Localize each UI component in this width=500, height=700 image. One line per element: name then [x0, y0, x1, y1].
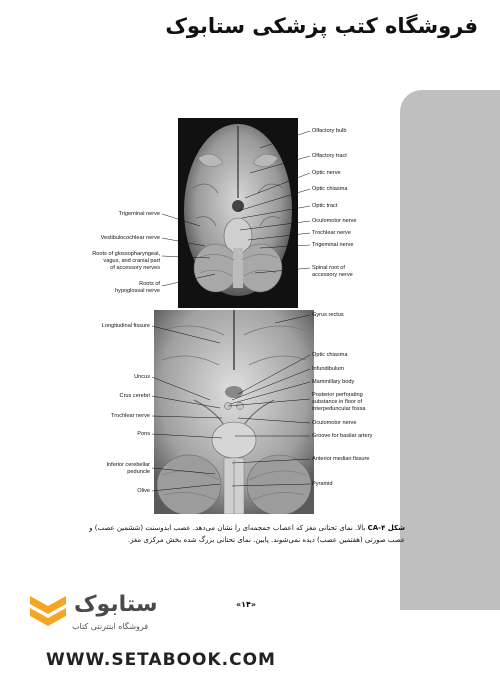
label-accessory-nerves: of accessory nerves [110, 265, 160, 271]
label-optic-chiasma: Optic chiasma [312, 186, 348, 192]
label-trigeminal-nerve-left: Trigeminal nerve [118, 211, 160, 217]
label-vagus-cranial: vagus, and cranial part [103, 258, 160, 264]
label-posterior-perforating: Posterior perforating [312, 392, 363, 398]
side-tab-decoration [400, 90, 500, 610]
logo-chevron-icon [28, 592, 68, 632]
label-groove-basilar: Groove for basilar artery [312, 433, 373, 439]
label-hypoglossal-nerve: hypoglossal nerve [114, 288, 160, 294]
label-roots-glossopharyngeal: Roots of glossopharyngeal, [92, 251, 160, 257]
label-mammillary-body: Mammillary body [312, 379, 355, 385]
page-header-title: فروشگاه کتب پزشکی ستابوک [165, 14, 478, 38]
label-trigeminal-nerve: Trigeminal nerve [312, 242, 354, 248]
page-number: «۱۴» [236, 600, 257, 609]
label-infundibulum: Infundibulum [312, 366, 345, 372]
label-crus-cerebri: Crus cerebri [119, 393, 150, 399]
label-trochlear-nerve: Trochlear nerve [312, 230, 351, 236]
label-inferior-cerebellar: Inferior cerebellar [106, 462, 150, 468]
label-vestibulocochlear-nerve: Vestibulocochlear nerve [100, 235, 160, 241]
brain-figure [70, 118, 373, 518]
logo-subtitle: فروشگاه اینترنتی کتاب [72, 622, 149, 631]
label-optic-chiasma-bottom: Optic chiasma [312, 352, 348, 358]
setabook-logo [28, 592, 228, 642]
label-roots-of: Roots of [139, 281, 160, 287]
label-optic-nerve: Optic nerve [312, 170, 341, 176]
label-gyrus-rectus: Gyrus rectus [312, 312, 344, 318]
figure-caption [85, 522, 405, 546]
label-anterior-median-fissure: Anterior median fissure [312, 456, 370, 462]
label-longitudinal-fissure: Longitudinal fissure [101, 323, 150, 329]
footer-website-url[interactable]: WWW.SETABOOK.COM [46, 650, 276, 670]
label-olfactory-bulb: Olfactory bulb [312, 128, 347, 134]
caption-text: بالا. نمای تحتانی مغز که اعصاب جمجمه‌ای را نشان می‌دهد. عصب ابدوسنت (ششمین عصب) و عصب صورتی (هفتمین عصب) دیده نمی‌شوند. پایین. نمای تحتانی بزرگ شده بخش مرکزی مغز. [89, 524, 405, 544]
logo-wordmark: ستابوک [74, 592, 158, 617]
label-spinal-root: Spinal root of [312, 265, 345, 271]
label-oculomotor-nerve: Oculomotor nerve [312, 218, 357, 224]
label-olive: Olive [137, 488, 150, 494]
caption-figure-number: شکل ۴-CA [367, 524, 405, 532]
label-optic-tract: Optic tract [312, 203, 338, 209]
label-pons: Pons [137, 431, 150, 437]
label-olfactory-tract: Olfactory tract [312, 153, 347, 159]
label-peduncle: peduncle [127, 469, 150, 475]
label-uncus: Uncus [134, 374, 150, 380]
label-oculomotor-nerve-bottom: Oculomotor nerve [312, 420, 357, 426]
label-substance-floor: substance in floor of [312, 399, 363, 405]
label-accessory-nerve: accessory nerve [312, 272, 353, 278]
label-trochlear-nerve-bottom: Trochlear nerve [111, 413, 150, 419]
label-pyramid: Pyramid [312, 481, 333, 487]
label-interpeduncular-fossa: interpeduncular fossa [312, 406, 366, 412]
